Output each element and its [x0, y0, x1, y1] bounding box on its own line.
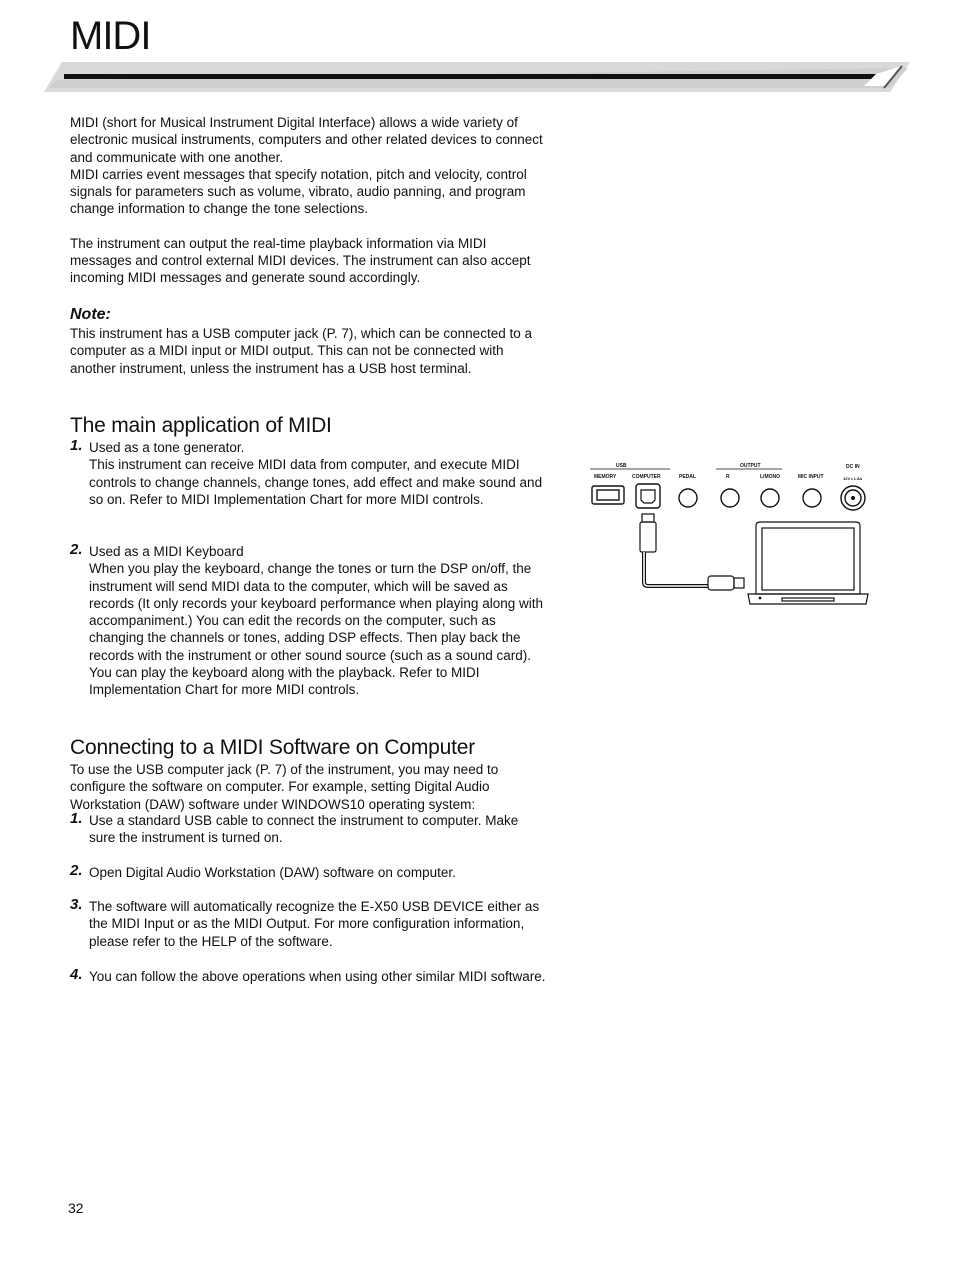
item-text: When you play the keyboard, change the tones or turn the DSP on/off, the instrument will send MIDI data to the computer, which will be saved as records (It only records your keyboard performance when playing along with accompaniment.) You can edit the records on the computer, such as changing the channels or tones, adding DSP effects. Then play back the records with the instrument or other sound source (such as a sound card). You can play the keyboard along with the playback. Refer to MIDI Implementation Chart for more MIDI controls.: [89, 561, 543, 698]
page-number: 32: [68, 1200, 84, 1216]
step-text: Use a standard USB cable to connect the instrument to computer. Make sure the instrument is turned on.: [89, 813, 519, 846]
step-text: You can follow the above operations when using other similar MIDI software.: [89, 969, 546, 984]
dc-in-jack-icon: [841, 486, 865, 510]
intro-section: [70, 114, 546, 287]
step-number: 2.: [70, 862, 83, 879]
item-title: Used as a tone generator.: [89, 440, 245, 455]
computer-usb-port-icon: [636, 484, 660, 508]
output-r-jack-icon: [721, 489, 739, 507]
memory-usb-port-icon: [592, 486, 624, 504]
step-item: [70, 898, 546, 950]
item-text: This instrument can receive MIDI data from computer, and execute MIDI controls to change channels, change tones, add effect and make sound and so on. Refer to MIDI Implementation Chart for more MIDI controls.: [89, 457, 543, 507]
item-number: 2.: [70, 541, 83, 558]
note-section: [70, 305, 546, 377]
main-application-heading: The main application of MIDI: [70, 414, 332, 437]
item-number: 1.: [70, 437, 83, 454]
output-l-jack-icon: [761, 489, 779, 507]
list-item: [70, 439, 546, 508]
step-number: 1.: [70, 810, 83, 827]
connecting-heading: Connecting to a MIDI Software on Computer: [70, 736, 476, 759]
step-text: The software will automatically recognize the E-X50 USB DEVICE either as the MIDI Input or as the MIDI Output. For more configuration information, please refer to the HELP of the software.: [89, 899, 540, 949]
step-number: 4.: [70, 966, 83, 983]
dc-spec-label: 12V ⏓ 1.5A: [843, 476, 863, 481]
note-label: Note:: [70, 306, 111, 323]
usb-group-label: USB: [616, 463, 627, 469]
usb-cable-icon: [640, 514, 744, 590]
memory-label: MEMORY: [594, 474, 617, 480]
note-text: This instrument has a USB computer jack (P. 7), which can be connected to a computer as a MIDI input or MIDI output. This can not be connected with another instrument, unless the instrument has a USB host terminal.: [70, 326, 532, 376]
r-label: R: [726, 474, 730, 480]
connecting-intro: To use the USB computer jack (P. 7) of the instrument, you may need to configure the software on computer. For example, setting Digital Audio Workstation (DAW) software under WINDOWS10 operating system:: [70, 762, 499, 812]
dc-in-label: DC IN: [846, 464, 860, 470]
item-title: Used as a MIDI Keyboard: [89, 544, 244, 559]
step-item: [70, 864, 546, 881]
page-title: MIDI: [70, 14, 151, 58]
step-item: [70, 968, 546, 985]
output-group-label: OUTPUT: [740, 463, 761, 469]
step-number: 3.: [70, 896, 83, 913]
step-text: Open Digital Audio Workstation (DAW) software on computer.: [89, 865, 456, 880]
step-item: [70, 812, 546, 847]
mic-input-label: MIC INPUT: [798, 474, 824, 480]
computer-label: COMPUTER: [632, 474, 661, 480]
title-banner-bar: [44, 62, 910, 92]
list-item: [70, 543, 546, 699]
pedal-jack-icon: [679, 489, 697, 507]
usb-connection-diagram: [586, 460, 876, 620]
mic-input-jack-icon: [803, 489, 821, 507]
intro-paragraph-2: MIDI carries event messages that specify notation, pitch and velocity, control signals for parameters such as volume, vibrato, audio panning, and program change information to change the tone selections.: [70, 166, 527, 217]
laptop-icon: [748, 522, 868, 604]
intro-paragraph-3: The instrument can output the real-time playback information via MIDI messages and control external MIDI devices. The instrument can also accept incoming MIDI messages and generate sound accordingly.: [70, 235, 531, 286]
intro-paragraph-1: MIDI (short for Musical Instrument Digital Interface) allows a wide variety of electronic musical instruments, computers and other related devices to connect and communicate with one another.: [70, 115, 543, 165]
l-mono-label: L/MONO: [760, 474, 780, 480]
pedal-label: PEDAL: [679, 474, 696, 480]
